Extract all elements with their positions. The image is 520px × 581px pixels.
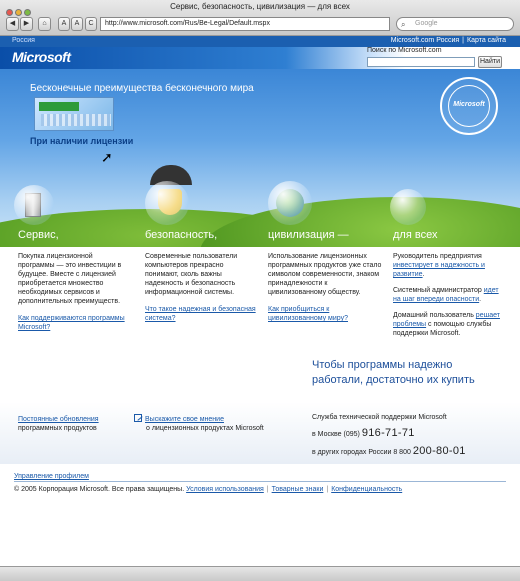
updates-text: программных продуктов [18,425,97,432]
column-security-text: Современные пользователи компьютеров прекрасно понимают, сколь важны надежность и безопасность информационной системы. [145,253,238,296]
terms-link[interactable]: Условия использования [186,486,264,493]
updates-link[interactable]: Постоянные обновления [18,416,99,423]
support-moscow-label: в Москве (095) [312,431,360,438]
browser-status-bar [0,566,520,581]
updates-block [18,415,128,433]
site-search-input[interactable] [367,57,475,67]
microsoft-logo[interactable]: Microsoft [12,49,71,65]
step-ahead-link[interactable]: идет на шаг впереди опасности [393,287,499,303]
support-block [312,414,512,457]
footer-divider [14,481,506,482]
opinion-block [134,414,264,433]
ms-russia-link[interactable]: Microsoft.com Россия [390,37,460,44]
sitemap-link[interactable]: Карта сайта [467,37,506,44]
solve-problems-link[interactable]: решает проблемы [393,312,500,328]
column-for-everyone [393,252,507,345]
home-user-text-end: с помощью службы поддержки Microsoft. [393,321,492,337]
service-bubble [14,185,54,225]
headline-security: безопасность, [145,229,218,241]
column-service-link[interactable]: Как поддерживаются программы Microsoft? [18,315,125,331]
hero-title: Бесконечные преимущества бесконечного мира [30,83,254,94]
column-civilization [268,252,384,323]
top-links [391,37,506,44]
support-russia-number: 200-80-01 [412,445,466,457]
browser-toolbar [0,14,520,34]
licence-certificate-image [34,97,114,131]
civilization-bubble [268,181,312,225]
support-russia-row [312,445,512,457]
window-title: Сервис, безопасность, цивилизация — для всех [170,2,350,11]
home-user-text: Домашний пользователь [393,312,476,319]
column-civilization-link[interactable]: Как приобщиться к цивилизованному миру? [268,306,348,322]
site-search-label: Поиск по Microsoft.com [367,47,442,54]
invest-link[interactable]: инвестирует в надежность и развитие [393,262,485,278]
headline-service: Сервис, [18,229,59,241]
mouse-cursor-icon: ➚ [101,149,113,165]
privacy-link[interactable]: Конфиденциальность [331,486,403,493]
manage-profile-link[interactable]: Управление профилем [14,473,89,480]
footer-separator: | [266,486,269,493]
certificate-stripe [39,102,79,111]
everyone-bubble [390,189,426,225]
browser-search-field[interactable] [396,17,514,31]
admin-paragraph [393,286,507,304]
column-security [145,252,259,323]
site-search-button[interactable]: Найти [478,56,502,68]
headline-civilization: цивилизация — [268,229,349,241]
seal-label: Microsoft [453,101,485,108]
column-security-link[interactable]: Что такое надежная и безопасная система? [145,306,256,322]
ms-top-bar [0,36,520,47]
opinion-link[interactable]: Выскажите свое мнение [145,416,224,423]
support-russia-label: в других городах России 8 800 [312,449,411,456]
home-user-paragraph [393,311,507,338]
support-moscow-row [312,427,512,439]
address-bar[interactable]: http://www.microsoft.com/Rus/Be-Legal/Default.mspx [100,17,390,31]
column-service-text: Покупка лицензионной программы — это инвестиции в будущее. Вместе с лицензией приобретается множество необходимых сервисов и дополнительных преимуществ. [18,253,122,305]
text-smaller-button[interactable]: A [58,17,70,31]
manager-text: Руководитель предприятия [393,253,482,260]
hill-right [200,197,520,247]
opinion-text: о лицензионных продуктах Microsoft [146,425,264,432]
back-button[interactable]: ◀ [6,17,19,31]
trademarks-link[interactable]: Товарные знаки [271,486,324,493]
browser-chrome [0,0,520,36]
admin-text: Системный администратор [393,287,484,294]
edit-icon [134,414,142,422]
reload-button[interactable]: C [85,17,97,31]
security-bubble [145,181,189,225]
support-moscow-number: 916-71-71 [361,427,415,439]
support-title: Служба технической поддержки Microsoft [312,414,447,421]
search-icon: ⌕ [401,20,406,29]
forward-button[interactable]: ▶ [20,17,33,31]
headline-for-everyone: для всех [393,229,438,241]
admin-text-end: . [479,296,482,303]
home-button[interactable]: ⌂ [38,17,51,31]
hero-banner [0,69,520,247]
column-service [18,252,130,332]
column-civilization-text: Использование лицензионных программных продуктов уже стало символом современности, знаком принадлежности к цивилизованному обществу. [268,253,382,296]
top-links-separator: | [462,37,464,44]
region-label: Россия [12,37,35,44]
licence-link[interactable]: При наличии лицензии [30,136,134,146]
certificate-hologram [41,114,111,126]
copyright-text: © 2005 Корпорация Microsoft. Все права защищены. [14,486,185,493]
licensed-software-seal [440,77,498,135]
manager-text-end: . [422,271,425,278]
manager-paragraph [393,252,507,279]
copyright-line [14,486,402,493]
footer-separator: | [326,486,329,493]
slogan: Чтобы программы надежно работали, достаточно их купить [312,359,475,386]
text-bigger-button[interactable]: A [71,17,83,31]
browser-search-placeholder: Google [415,20,438,27]
